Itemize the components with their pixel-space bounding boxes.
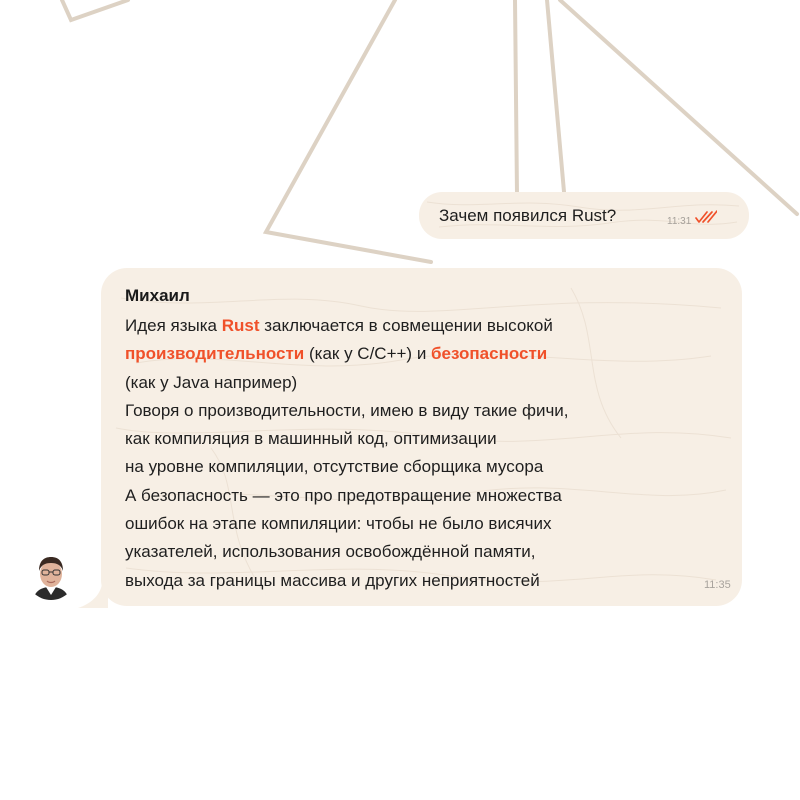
avatar[interactable] bbox=[26, 550, 76, 600]
message-line: указателей, использования освобождённой памяти, bbox=[125, 542, 536, 562]
outgoing-message-time: 11:31 bbox=[667, 216, 692, 227]
background-line bbox=[547, 0, 565, 203]
incoming-message-bubble[interactable] bbox=[101, 268, 742, 606]
avatar-photo-icon bbox=[26, 550, 76, 600]
background-line bbox=[62, 0, 128, 20]
message-line: (как у Java например) bbox=[125, 372, 298, 392]
message-body bbox=[125, 312, 705, 595]
message-line bbox=[125, 340, 705, 368]
background-line bbox=[515, 0, 517, 195]
message-text-fragment: заключается в совмещении высокой bbox=[259, 316, 553, 335]
highlight-rust: Rust bbox=[221, 316, 260, 335]
incoming-message-time: 11:35 bbox=[704, 579, 731, 591]
message-text-fragment: (как у C/C++) и bbox=[304, 344, 432, 364]
message-line: выхода за границы массива и других неприятностей bbox=[125, 570, 540, 590]
outgoing-message-text: Зачем появился Rust? bbox=[439, 206, 617, 225]
highlight-safety: безопасности bbox=[431, 344, 548, 364]
message-line: ошибок на этапе компиляции: чтобы не было висячих bbox=[125, 514, 552, 534]
outgoing-message-bubble[interactable] bbox=[419, 192, 749, 239]
message-line: как компиляция в машинный код, оптимизации bbox=[125, 429, 497, 449]
highlight-performance: производительности bbox=[125, 344, 305, 364]
message-line: Говоря о производительности, имею в виду такие фичи, bbox=[125, 400, 569, 420]
sender-name: Михаил bbox=[125, 286, 190, 305]
message-line: на уровне компиляции, отсутствие сборщика мусора bbox=[125, 457, 544, 477]
message-text-fragment: Идея языка bbox=[125, 316, 222, 335]
double-check-icon bbox=[695, 210, 717, 224]
background-line bbox=[560, 0, 797, 214]
message-line: А безопасность — это про предотвращение множества bbox=[125, 485, 562, 505]
message-line bbox=[125, 312, 705, 340]
background-line bbox=[266, 0, 431, 262]
